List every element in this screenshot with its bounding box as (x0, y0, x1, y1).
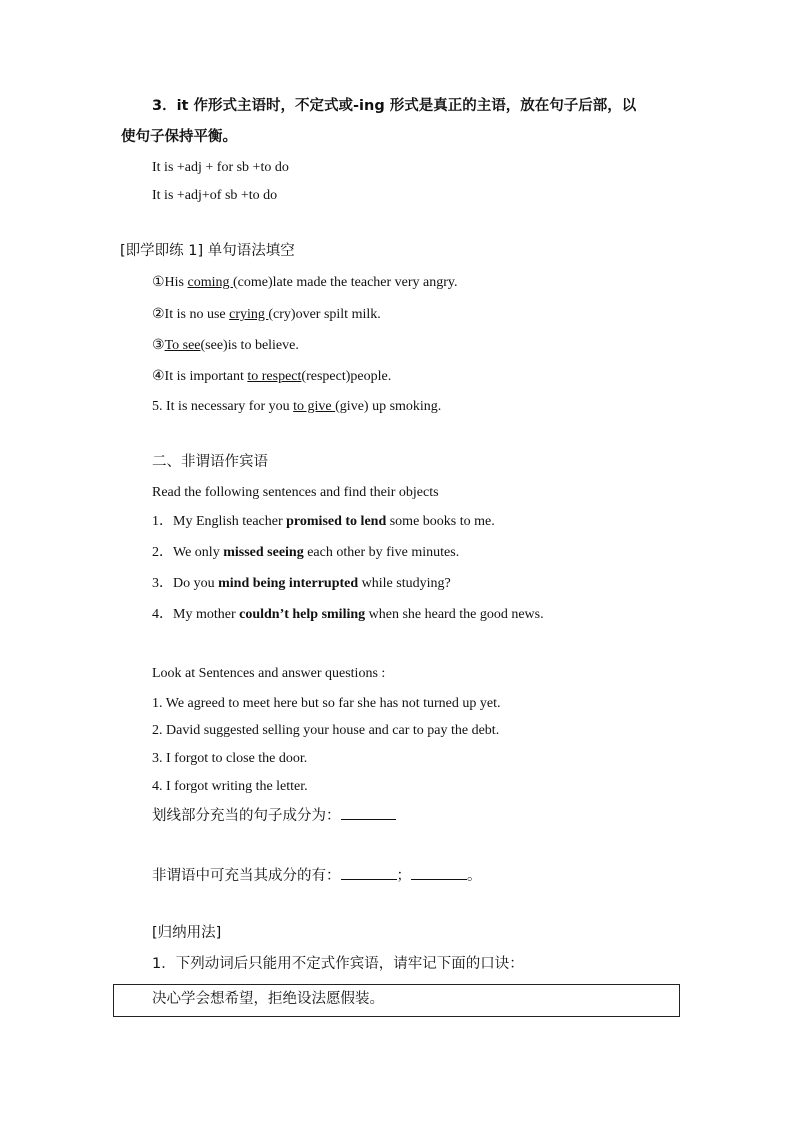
answer: coming (187, 275, 233, 290)
section-two-intro: Read the following sentences and find their objects (152, 485, 439, 500)
fill-label: 划线部分充当的句子成分为： (152, 808, 341, 824)
sentence-suffix: while studying? (358, 576, 451, 591)
pattern-for: It is +adj + for sb +to do (152, 160, 289, 175)
item-suffix: (cry)over spilt milk. (268, 307, 381, 322)
item-suffix: (respect)people. (301, 369, 392, 384)
exercise-item-3 (152, 337, 299, 355)
questions-intro: Look at Sentences and answer questions : (152, 666, 386, 681)
separator: ； (396, 868, 411, 884)
summary-heading: [归纳用法] (152, 925, 222, 941)
exercise-item-2 (152, 306, 381, 324)
fill-label: 非谓语中可充当其成分的有： (152, 868, 341, 884)
object-phrase: couldn’t help smiling (239, 607, 366, 622)
answer: to give (293, 399, 336, 414)
item-suffix: (see)is to believe. (200, 338, 299, 353)
question-sentence-2: 2. David suggested selling your house and car to pay the debt. (152, 723, 500, 738)
answer: to respect (247, 369, 302, 384)
sentence-prefix: 3．Do you (152, 576, 219, 591)
item-prefix: ③ (152, 338, 165, 353)
section3-line2: 使句子保持平衡。 (121, 129, 237, 145)
mnemonic-text: 决心学会想希望，拒绝设法愿假装。 (152, 991, 384, 1007)
exercise-item-1 (152, 274, 458, 292)
item-prefix: ④It is important (152, 369, 248, 384)
sentence-suffix: when she heard the good news. (365, 607, 544, 622)
answer: crying (229, 307, 269, 322)
exercise-item-5 (152, 398, 441, 416)
answer-blank[interactable] (411, 865, 467, 880)
object-phrase: missed seeing (223, 545, 304, 560)
item-suffix: (give) up smoking. (335, 399, 442, 414)
exercise-item-4 (152, 368, 391, 386)
pattern-of: It is +adj+of sb +to do (152, 188, 278, 203)
sentence-prefix: 2．We only (152, 545, 224, 560)
object-sentence-3 (152, 575, 451, 593)
exercise1-heading: [即学即练 1] 单句语法填空 (120, 243, 295, 259)
object-phrase: promised to lend (286, 514, 387, 529)
fill-question-1 (152, 805, 396, 825)
item-prefix: ①His (152, 275, 188, 290)
section-two-heading: 二、非谓语作宾语 (152, 454, 268, 470)
object-phrase: mind being interrupted (218, 576, 359, 591)
question-sentence-1: 1. We agreed to meet here but so far she has not turned up yet. (152, 696, 501, 711)
sentence-prefix: 1．My English teacher (152, 514, 287, 529)
question-sentence-3: 3. I forgot to close the door. (152, 751, 308, 766)
fill-question-2 (152, 865, 482, 885)
item-prefix: ②It is no use (152, 307, 230, 322)
item-suffix: (come)late made the teacher very angry. (233, 275, 458, 290)
answer: To see (164, 338, 201, 353)
sentence-suffix: each other by five minutes. (303, 545, 460, 560)
summary-item-1: 1．下列动词后只能用不定式作宾语，请牢记下面的口诀： (152, 956, 524, 972)
sentence-suffix: some books to me. (386, 514, 495, 529)
answer-blank[interactable] (341, 865, 397, 880)
item-prefix: 5. It is necessary for you (152, 399, 294, 414)
object-sentence-1 (152, 513, 495, 531)
sentence-prefix: 4．My mother (152, 607, 240, 622)
answer-blank[interactable] (341, 805, 396, 820)
object-sentence-2 (152, 544, 459, 562)
section3-line1: 3．it 作形式主语时，不定式或-ing 形式是真正的主语，放在句子后部，以 (152, 98, 637, 114)
object-sentence-4 (152, 606, 544, 624)
question-sentence-4: 4. I forgot writing the letter. (152, 779, 308, 794)
terminator: 。 (467, 868, 482, 884)
